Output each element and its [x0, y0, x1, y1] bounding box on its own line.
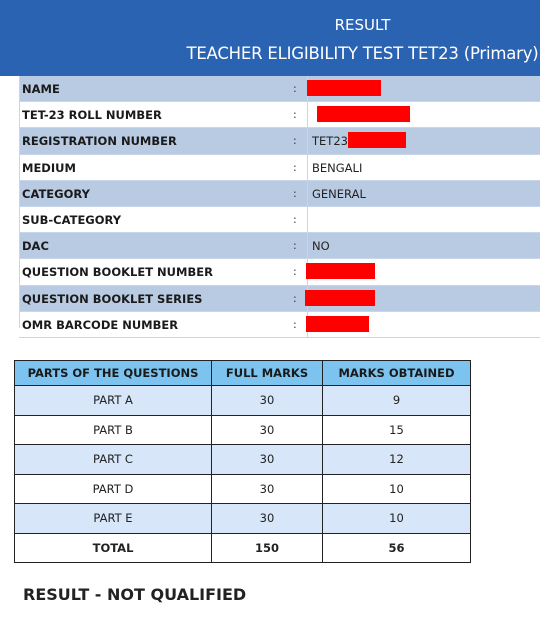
column-divider — [307, 128, 308, 153]
column-header-full-marks: FULL MARKS — [212, 361, 323, 386]
table-row — [15, 415, 471, 445]
info-separator: : — [293, 160, 297, 174]
obtained-cell: 15 — [323, 415, 471, 445]
info-label: MEDIUM — [22, 160, 76, 175]
info-separator: : — [293, 265, 297, 279]
column-header-parts: PARTS OF THE QUESTIONS — [15, 361, 212, 386]
obtained-cell: 10 — [323, 474, 471, 504]
redaction-box — [317, 106, 410, 122]
info-row-roll-number — [19, 102, 540, 128]
full-marks-cell: 30 — [212, 504, 323, 534]
redaction-box — [307, 80, 381, 96]
marks-header-row — [15, 361, 471, 386]
total-row — [15, 533, 471, 563]
info-separator: : — [293, 239, 297, 253]
total-label: TOTAL — [15, 533, 212, 563]
info-separator: : — [293, 82, 297, 95]
info-separator: : — [293, 134, 297, 148]
info-row-category — [19, 181, 540, 207]
info-label: QUESTION BOOKLET NUMBER — [22, 265, 213, 280]
obtained-cell: 12 — [323, 445, 471, 475]
info-value: TET23 — [312, 134, 348, 149]
redaction-box — [348, 132, 406, 148]
redaction-box — [306, 263, 375, 279]
table-row — [15, 386, 471, 416]
result-header — [0, 0, 540, 76]
obtained-cell: 9 — [323, 386, 471, 416]
result-status: RESULT - NOT QUALIFIED — [23, 585, 247, 604]
part-cell: PART C — [15, 445, 212, 475]
redaction-box — [306, 316, 369, 332]
header-title: RESULT — [334, 16, 391, 34]
table-row — [15, 474, 471, 504]
column-divider — [307, 181, 308, 206]
info-row-registration-number — [19, 128, 540, 154]
info-row-dac — [19, 233, 540, 259]
info-label: DAC — [22, 239, 49, 254]
marks-table — [14, 360, 471, 563]
redaction-box — [305, 290, 375, 306]
part-cell: PART B — [15, 415, 212, 445]
info-label: CATEGORY — [22, 186, 90, 201]
column-divider — [307, 233, 308, 258]
info-separator: : — [293, 317, 297, 331]
header-subtitle: TEACHER ELIGIBILITY TEST TET23 (Primary) — [186, 44, 539, 63]
info-label: NAME — [22, 82, 60, 96]
info-row-name — [19, 76, 540, 102]
full-marks-cell: 30 — [212, 445, 323, 475]
info-value: GENERAL — [312, 186, 366, 201]
part-cell: PART D — [15, 474, 212, 504]
candidate-info-table — [19, 76, 540, 338]
part-cell: PART E — [15, 504, 212, 534]
info-label: TET-23 ROLL NUMBER — [22, 108, 162, 123]
total-obtained: 56 — [323, 533, 471, 563]
info-separator: : — [293, 291, 297, 305]
obtained-cell: 10 — [323, 504, 471, 534]
info-label: OMR BARCODE NUMBER — [22, 317, 179, 332]
info-separator: : — [293, 212, 297, 226]
column-header-marks-obtained: MARKS OBTAINED — [323, 361, 471, 386]
info-separator: : — [293, 186, 297, 200]
info-label: SUB-CATEGORY — [22, 212, 122, 227]
info-row-sub-category — [19, 207, 540, 233]
info-row-omr-barcode — [19, 312, 540, 338]
info-row-booklet-series — [19, 286, 540, 312]
full-marks-cell: 30 — [212, 386, 323, 416]
info-label: QUESTION BOOKLET SERIES — [22, 291, 203, 306]
part-cell: PART A — [15, 386, 212, 416]
info-separator: : — [293, 108, 297, 122]
column-divider — [307, 155, 308, 180]
table-row — [15, 445, 471, 475]
table-row — [15, 504, 471, 534]
full-marks-cell: 30 — [212, 474, 323, 504]
info-value: NO — [312, 239, 330, 254]
column-divider — [307, 102, 308, 127]
total-full-marks: 150 — [212, 533, 323, 563]
info-row-booklet-number — [19, 259, 540, 285]
info-label: REGISTRATION NUMBER — [22, 134, 177, 149]
full-marks-cell: 30 — [212, 415, 323, 445]
info-value: BENGALI — [312, 160, 363, 175]
column-divider — [307, 207, 308, 232]
info-row-medium — [19, 155, 540, 181]
